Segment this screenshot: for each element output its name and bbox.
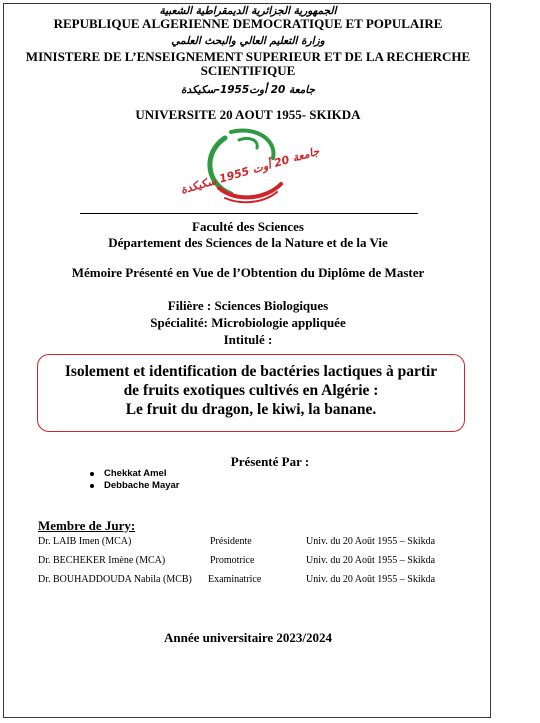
jury-member-role: Examinatrice bbox=[208, 574, 262, 585]
academic-year: Année universitaire 2023/2024 bbox=[163, 630, 333, 645]
jury-member-university: Univ. du 20 Août 1955 – Skikda bbox=[306, 536, 436, 547]
thesis-title-line2: de fruits exotiques cultivés en Algérie : bbox=[123, 382, 379, 399]
memoire-statement: Mémoire Présenté en Vue de l’Obtention du Diplôme de Master bbox=[71, 265, 425, 280]
logo-text: جامعة 20 أوت 1955 سكيكدة bbox=[179, 144, 321, 197]
header-university: UNIVERSITE 20 AOUT 1955- SKIKDA bbox=[135, 107, 361, 122]
divider bbox=[80, 213, 418, 214]
student-list bbox=[90, 468, 180, 492]
header-arabic-university: جامعة 20 أوت1955-سكيكدة bbox=[181, 84, 315, 96]
jury-member-role: Promotrice bbox=[210, 555, 255, 566]
thesis-title-line3: Le fruit du dragon, le kiwi, la banane. bbox=[125, 401, 377, 418]
presented-by-label: Présenté Par : bbox=[230, 454, 310, 469]
header-arabic-republic: الجمهورية الجزائرية الديمقراطية الشعبية bbox=[159, 5, 337, 17]
student-item: Chekkat Amel bbox=[90, 468, 180, 480]
thesis-title-box bbox=[37, 354, 465, 432]
jury-row bbox=[0, 536, 496, 548]
header-ministry-line2: SCIENTIFIQUE bbox=[200, 63, 296, 78]
jury-heading: Membre de Jury: bbox=[38, 518, 136, 533]
jury-member-role: Présidente bbox=[210, 536, 252, 547]
faculty-name: Faculté des Sciences bbox=[192, 219, 304, 234]
jury-member-name: Dr. BECHEKER Imène (MCA) bbox=[38, 555, 166, 566]
jury-member-university: Univ. du 20 Août 1955 – Skikda bbox=[306, 574, 436, 585]
department-name: Département des Sciences de la Nature et de la Vie bbox=[108, 235, 388, 250]
filiere: Filière : Sciences Biologiques bbox=[167, 298, 329, 313]
jury-member-name: Dr. BOUHADDOUDA Nabila (MCB) bbox=[38, 574, 192, 585]
header-ministry-line1: MINISTERE DE L’ENSEIGNEMENT SUPERIEUR ET DE LA RECHERCHE bbox=[25, 49, 471, 64]
jury-member-name: Dr. LAIB Imen (MCA) bbox=[38, 536, 132, 547]
header-republic: REPUBLIQUE ALGERIENNE DEMOCRATIQUE ET POPULAIRE bbox=[53, 16, 443, 31]
header-arabic-ministry: وزارة التعليم العالي والبحث العلمي bbox=[171, 35, 325, 47]
university-logo-icon bbox=[179, 128, 321, 204]
specialite: Spécialité: Microbiologie appliquée bbox=[150, 315, 346, 330]
student-item: Debbache Mayar bbox=[90, 480, 180, 492]
intitule-label: Intitulé : bbox=[223, 332, 273, 347]
jury-row bbox=[0, 574, 496, 586]
jury-row bbox=[0, 555, 496, 567]
jury-member-university: Univ. du 20 Août 1955 – Skikda bbox=[306, 555, 436, 566]
thesis-title-line1: Isolement et identification de bactéries lactiques à partir bbox=[64, 363, 438, 380]
